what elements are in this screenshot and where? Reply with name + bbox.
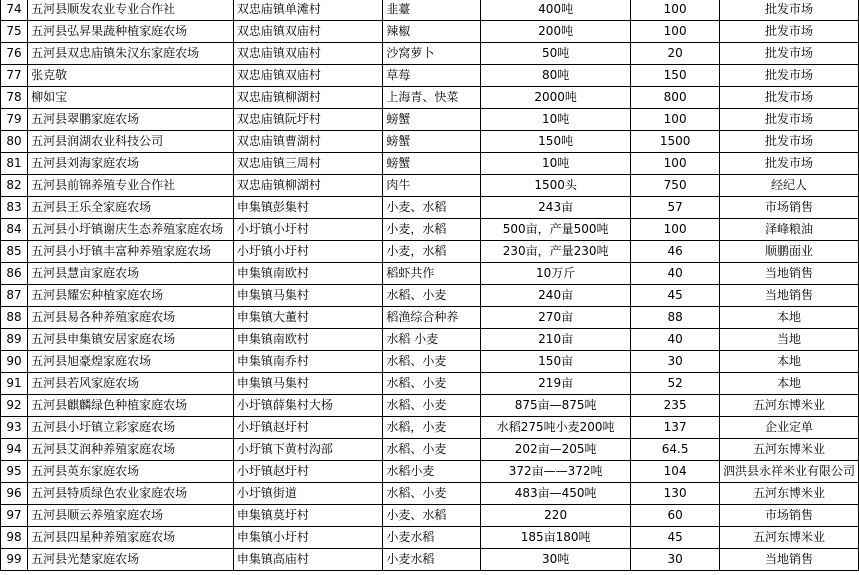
row-number-cell: 99 — [1, 549, 28, 571]
table-row — [1, 153, 859, 175]
quantity-cell: 40 — [631, 263, 720, 285]
location-cell: 双忠庙镇双庙村 — [233, 21, 383, 43]
row-number-cell: 96 — [1, 483, 28, 505]
sales-channel-cell: 批发市场 — [719, 131, 858, 153]
table-row — [1, 329, 859, 351]
row-number-cell: 94 — [1, 439, 28, 461]
scale-cell: 150亩 — [480, 351, 630, 373]
table-row — [1, 65, 859, 87]
farm-name-cell: 五河县翠鹏家庭农场 — [28, 109, 234, 131]
scale-cell: 1500头 — [480, 175, 630, 197]
table-row — [1, 197, 859, 219]
quantity-cell: 100 — [631, 219, 720, 241]
table-row — [1, 21, 859, 43]
sales-channel-cell: 当地 — [719, 329, 858, 351]
location-cell: 申集镇南乔村 — [233, 351, 383, 373]
location-cell: 小圩镇赵圩村 — [233, 417, 383, 439]
table-row — [1, 395, 859, 417]
scale-cell: 500亩，产量500吨 — [480, 219, 630, 241]
location-cell: 申集镇南欧村 — [233, 329, 383, 351]
scale-cell: 150吨 — [480, 131, 630, 153]
farm-name-cell: 五河县麒麟绿色种植家庭农场 — [28, 395, 234, 417]
farm-name-cell: 五河县顺云养殖家庭农场 — [28, 505, 234, 527]
table-row — [1, 417, 859, 439]
product-cell: 螃蟹 — [383, 109, 481, 131]
sales-channel-cell: 五河东博米业 — [719, 483, 858, 505]
scale-cell: 10吨 — [480, 109, 630, 131]
sales-channel-cell: 批发市场 — [719, 153, 858, 175]
farm-name-cell: 五河县光楚家庭农场 — [28, 549, 234, 571]
product-cell: 小麦、水稻 — [383, 197, 481, 219]
product-cell: 肉牛 — [383, 175, 481, 197]
scale-cell: 240亩 — [480, 285, 630, 307]
quantity-cell: 100 — [631, 153, 720, 175]
product-cell: 小麦水稻 — [383, 527, 481, 549]
row-number-cell: 91 — [1, 373, 28, 395]
sales-channel-cell: 泗洪县永祥米业有限公司 — [719, 461, 858, 483]
location-cell: 双忠庙镇柳湖村 — [233, 87, 383, 109]
product-cell: 稻虾共作 — [383, 263, 481, 285]
farm-name-cell: 五河县小圩镇丰富种养殖家庭农场 — [28, 241, 234, 263]
sales-channel-cell: 市场销售 — [719, 505, 858, 527]
product-cell: 水稻小麦 — [383, 461, 481, 483]
product-cell: 草莓 — [383, 65, 481, 87]
location-cell: 小圩镇小圩村 — [233, 219, 383, 241]
sales-channel-cell: 经纪人 — [719, 175, 858, 197]
table-row — [1, 461, 859, 483]
table-row — [1, 285, 859, 307]
quantity-cell: 235 — [631, 395, 720, 417]
scale-cell: 219亩 — [480, 373, 630, 395]
product-cell: 辣椒 — [383, 21, 481, 43]
scale-cell: 200吨 — [480, 21, 630, 43]
product-cell: 小麦，水稻 — [383, 241, 481, 263]
row-number-cell: 78 — [1, 87, 28, 109]
sales-channel-cell: 泽峰粮油 — [719, 219, 858, 241]
sales-channel-cell: 本地 — [719, 351, 858, 373]
row-number-cell: 79 — [1, 109, 28, 131]
quantity-cell: 46 — [631, 241, 720, 263]
scale-cell: 10万斤 — [480, 263, 630, 285]
farm-name-cell: 五河县小圩镇立彩家庭农场 — [28, 417, 234, 439]
scale-cell: 372亩——372吨 — [480, 461, 630, 483]
sales-channel-cell: 本地 — [719, 307, 858, 329]
row-number-cell: 98 — [1, 527, 28, 549]
farm-name-cell: 张克敬 — [28, 65, 234, 87]
row-number-cell: 76 — [1, 43, 28, 65]
location-cell: 申集镇大董村 — [233, 307, 383, 329]
location-cell: 小圩镇下黄村沟部 — [233, 439, 383, 461]
table-row — [1, 43, 859, 65]
farm-name-cell: 柳如宝 — [28, 87, 234, 109]
quantity-cell: 40 — [631, 329, 720, 351]
scale-cell: 水稻275吨小麦200吨 — [480, 417, 630, 439]
quantity-cell: 1500 — [631, 131, 720, 153]
sales-channel-cell: 批发市场 — [719, 87, 858, 109]
location-cell: 双忠庙镇曹湖村 — [233, 131, 383, 153]
location-cell: 申集镇南欧村 — [233, 263, 383, 285]
quantity-cell: 52 — [631, 373, 720, 395]
row-number-cell: 86 — [1, 263, 28, 285]
row-number-cell: 74 — [1, 0, 28, 21]
product-cell: 小麦，水稻 — [383, 219, 481, 241]
quantity-cell: 30 — [631, 549, 720, 571]
farm-name-cell: 五河县申集镇安居家庭农场 — [28, 329, 234, 351]
location-cell: 小圩镇小圩村 — [233, 241, 383, 263]
location-cell: 申集镇彭集村 — [233, 197, 383, 219]
table-row — [1, 549, 859, 571]
product-cell: 水稻，小麦 — [383, 417, 481, 439]
row-number-cell: 77 — [1, 65, 28, 87]
product-cell: 上海青、快菜 — [383, 87, 481, 109]
table-row — [1, 109, 859, 131]
farm-name-cell: 五河县顺发农业专业合作社 — [28, 0, 234, 21]
scale-cell: 10吨 — [480, 153, 630, 175]
location-cell: 小圩镇薛集村大杨 — [233, 395, 383, 417]
product-cell: 水稻、小麦 — [383, 483, 481, 505]
location-cell: 申集镇小圩村 — [233, 527, 383, 549]
table-row — [1, 131, 859, 153]
farm-name-cell: 五河县小圩镇谢庆生态养殖家庭农场 — [28, 219, 234, 241]
scale-cell: 80吨 — [480, 65, 630, 87]
table-body — [1, 0, 859, 571]
quantity-cell: 100 — [631, 109, 720, 131]
quantity-cell: 130 — [631, 483, 720, 505]
sales-channel-cell: 批发市场 — [719, 0, 858, 21]
sales-channel-cell: 当地销售 — [719, 549, 858, 571]
scale-cell: 875亩—875吨 — [480, 395, 630, 417]
scale-cell: 210亩 — [480, 329, 630, 351]
scale-cell: 202亩—205吨 — [480, 439, 630, 461]
scale-cell: 243亩 — [480, 197, 630, 219]
sales-channel-cell: 当地销售 — [719, 285, 858, 307]
row-number-cell: 93 — [1, 417, 28, 439]
product-cell: 水稻、小麦 — [383, 351, 481, 373]
quantity-cell: 100 — [631, 21, 720, 43]
row-number-cell: 80 — [1, 131, 28, 153]
table-row — [1, 219, 859, 241]
row-number-cell: 95 — [1, 461, 28, 483]
farm-name-cell: 五河县王乐全家庭农场 — [28, 197, 234, 219]
scale-cell: 270亩 — [480, 307, 630, 329]
table-row — [1, 0, 859, 21]
product-cell: 小麦水稻 — [383, 549, 481, 571]
quantity-cell: 100 — [631, 0, 720, 21]
scale-cell: 400吨 — [480, 0, 630, 21]
sales-channel-cell: 企业定单 — [719, 417, 858, 439]
location-cell: 双忠庙镇柳湖村 — [233, 175, 383, 197]
farm-name-cell: 五河县慧亩家庭农场 — [28, 263, 234, 285]
row-number-cell: 83 — [1, 197, 28, 219]
location-cell: 申集镇马集村 — [233, 373, 383, 395]
location-cell: 双忠庙镇单滩村 — [233, 0, 383, 21]
scale-cell: 30吨 — [480, 549, 630, 571]
table-row — [1, 351, 859, 373]
scale-cell: 185亩180吨 — [480, 527, 630, 549]
table-row — [1, 263, 859, 285]
row-number-cell: 81 — [1, 153, 28, 175]
location-cell: 申集镇马集村 — [233, 285, 383, 307]
farm-name-cell: 五河县耀宏种植家庭农场 — [28, 285, 234, 307]
location-cell: 双忠庙镇双庙村 — [233, 43, 383, 65]
row-number-cell: 75 — [1, 21, 28, 43]
sales-channel-cell: 五河东博米业 — [719, 395, 858, 417]
row-number-cell: 92 — [1, 395, 28, 417]
table-row — [1, 439, 859, 461]
quantity-cell: 57 — [631, 197, 720, 219]
product-cell: 水稻、小麦 — [383, 373, 481, 395]
row-number-cell: 90 — [1, 351, 28, 373]
quantity-cell: 750 — [631, 175, 720, 197]
farm-name-cell: 五河县易各种养殖家庭农场 — [28, 307, 234, 329]
sales-channel-cell: 五河东博米业 — [719, 527, 858, 549]
row-number-cell: 85 — [1, 241, 28, 263]
product-cell: 水稻、小麦 — [383, 285, 481, 307]
scale-cell: 2000吨 — [480, 87, 630, 109]
product-cell: 水稻、小麦 — [383, 439, 481, 461]
quantity-cell: 20 — [631, 43, 720, 65]
location-cell: 小圩镇赵圩村 — [233, 461, 383, 483]
table-row — [1, 373, 859, 395]
farm-name-cell: 五河县刘海家庭农场 — [28, 153, 234, 175]
product-cell: 螃蟹 — [383, 153, 481, 175]
scale-cell: 220 — [480, 505, 630, 527]
quantity-cell: 30 — [631, 351, 720, 373]
scale-cell: 483亩—450吨 — [480, 483, 630, 505]
product-cell: 螃蟹 — [383, 131, 481, 153]
product-cell: 水稻、小麦 — [383, 395, 481, 417]
sales-channel-cell: 批发市场 — [719, 21, 858, 43]
row-number-cell: 87 — [1, 285, 28, 307]
location-cell: 双忠庙镇三周村 — [233, 153, 383, 175]
product-cell: 小麦、水稻 — [383, 505, 481, 527]
quantity-cell: 45 — [631, 285, 720, 307]
farm-name-cell: 五河县润湖农业科技公司 — [28, 131, 234, 153]
farm-name-cell: 五河县英东家庭农场 — [28, 461, 234, 483]
table-row — [1, 483, 859, 505]
product-cell: 韭薹 — [383, 0, 481, 21]
table-row — [1, 87, 859, 109]
farm-name-cell: 五河县前锦养殖专业合作社 — [28, 175, 234, 197]
sales-channel-cell: 当地销售 — [719, 263, 858, 285]
sales-channel-cell: 批发市场 — [719, 109, 858, 131]
sales-channel-cell: 顺鹏面业 — [719, 241, 858, 263]
quantity-cell: 45 — [631, 527, 720, 549]
product-cell: 稻渔综合种养 — [383, 307, 481, 329]
table-row — [1, 307, 859, 329]
farm-name-cell: 五河县四星种养殖家庭农场 — [28, 527, 234, 549]
table-row — [1, 241, 859, 263]
table-row — [1, 527, 859, 549]
location-cell: 双忠庙镇双庙村 — [233, 65, 383, 87]
farm-name-cell: 五河县特质绿色农业家庭农场 — [28, 483, 234, 505]
row-number-cell: 84 — [1, 219, 28, 241]
product-cell: 水稻 小麦 — [383, 329, 481, 351]
farm-name-cell: 五河县旭豪煌家庭农场 — [28, 351, 234, 373]
quantity-cell: 88 — [631, 307, 720, 329]
quantity-cell: 60 — [631, 505, 720, 527]
farm-name-cell: 五河县双忠庙镇朱汉东家庭农场 — [28, 43, 234, 65]
row-number-cell: 82 — [1, 175, 28, 197]
quantity-cell: 137 — [631, 417, 720, 439]
scale-cell: 50吨 — [480, 43, 630, 65]
quantity-cell: 104 — [631, 461, 720, 483]
sales-channel-cell: 本地 — [719, 373, 858, 395]
sales-channel-cell: 批发市场 — [719, 65, 858, 87]
row-number-cell: 89 — [1, 329, 28, 351]
farm-name-cell: 五河县艾润种养殖家庭农场 — [28, 439, 234, 461]
location-cell: 双忠庙镇阮圩村 — [233, 109, 383, 131]
farm-name-cell: 五河县弘昇果蔬种植家庭农场 — [28, 21, 234, 43]
row-number-cell: 97 — [1, 505, 28, 527]
sales-channel-cell: 市场销售 — [719, 197, 858, 219]
quantity-cell: 150 — [631, 65, 720, 87]
product-cell: 沙窝萝卜 — [383, 43, 481, 65]
sales-channel-cell: 批发市场 — [719, 43, 858, 65]
location-cell: 申集镇莫圩村 — [233, 505, 383, 527]
farm-name-cell: 五河县若风家庭农场 — [28, 373, 234, 395]
scale-cell: 230亩，产量230吨 — [480, 241, 630, 263]
location-cell: 小圩镇街道 — [233, 483, 383, 505]
sales-channel-cell: 五河东博米业 — [719, 439, 858, 461]
row-number-cell: 88 — [1, 307, 28, 329]
quantity-cell: 64.5 — [631, 439, 720, 461]
location-cell: 申集镇高庙村 — [233, 549, 383, 571]
table-row — [1, 175, 859, 197]
table-row — [1, 505, 859, 527]
quantity-cell: 800 — [631, 87, 720, 109]
